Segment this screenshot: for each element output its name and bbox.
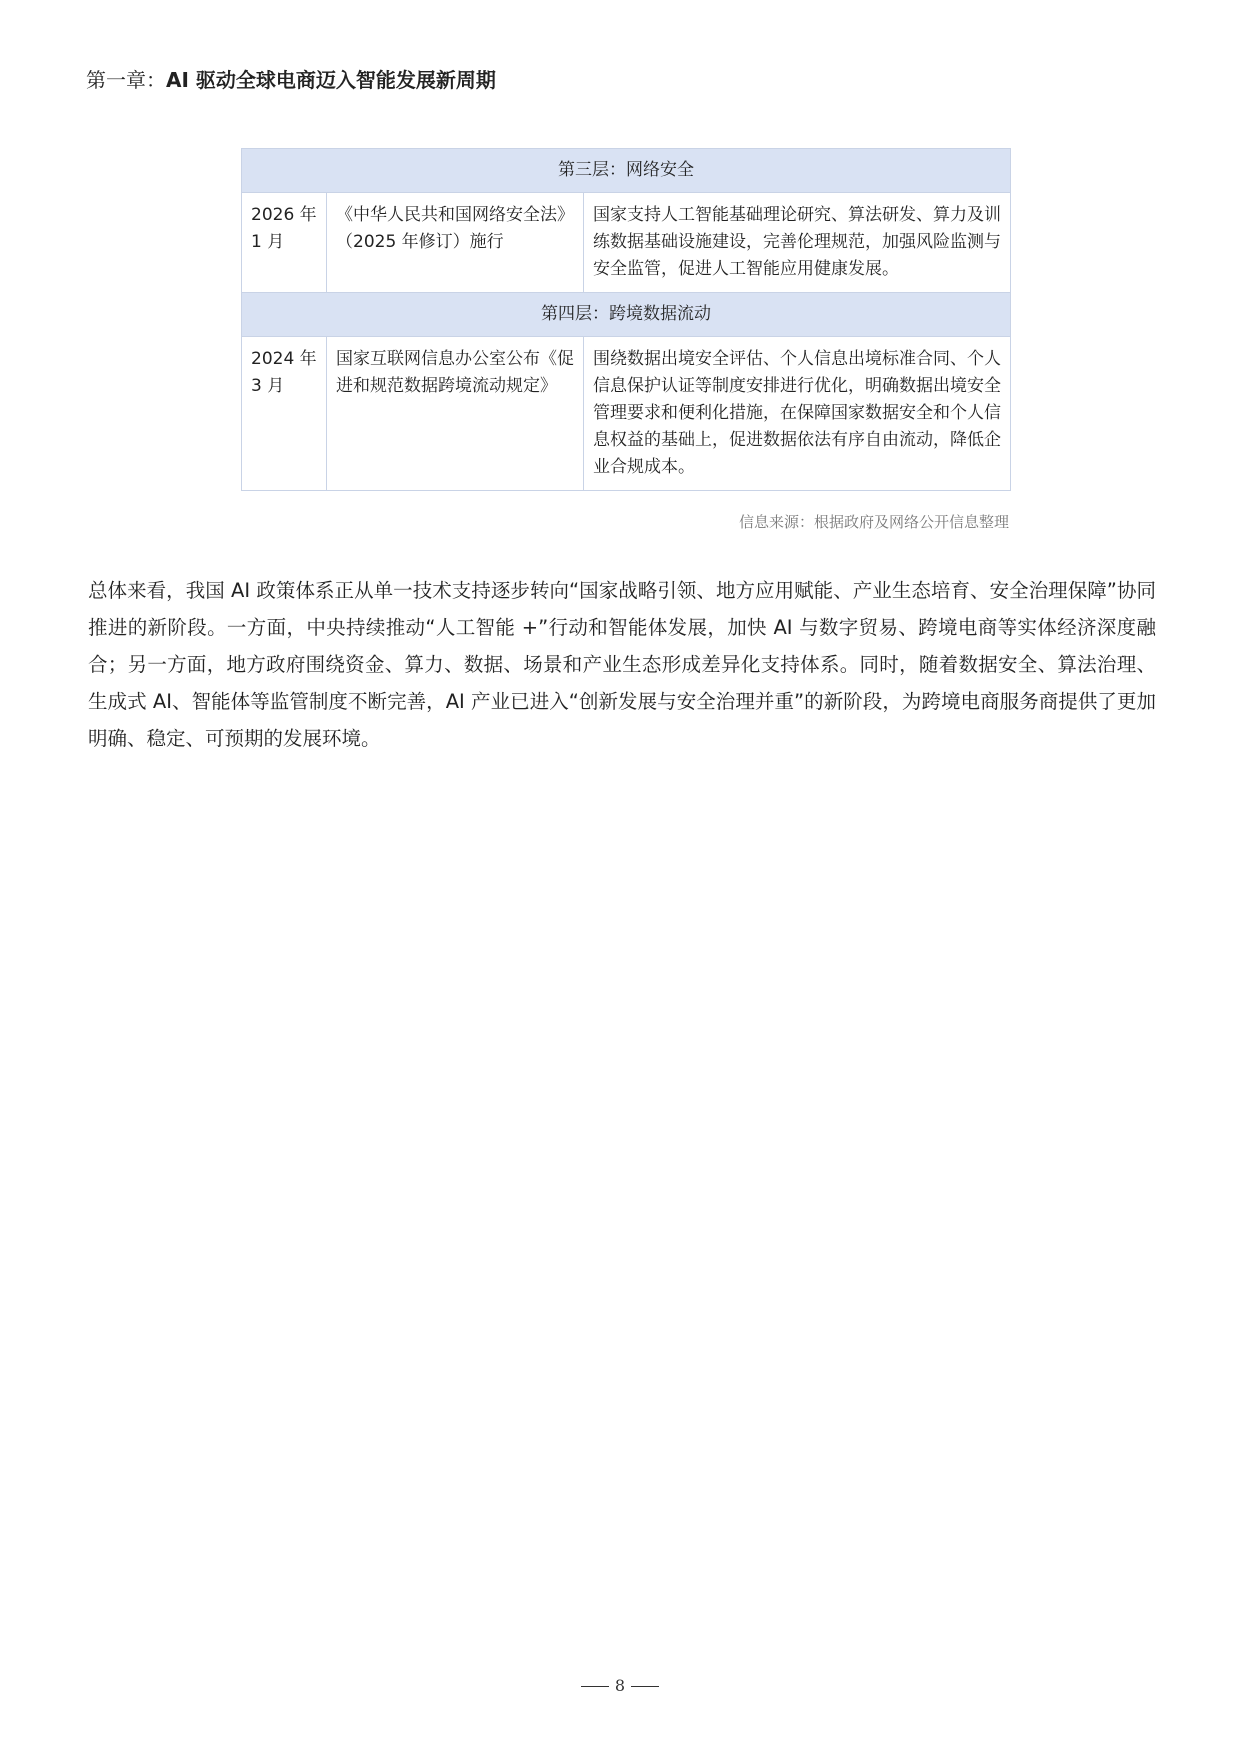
row-document: 《中华人民共和国网络安全法》（2025 年修订）施行: [327, 193, 584, 293]
table-row: [242, 337, 1011, 491]
chapter-label: 第一章：: [86, 68, 166, 92]
page-number: 8: [614, 1676, 626, 1695]
row-description: 国家支持人工智能基础理论研究、算法研发、算力及训练数据基础设施建设，完善伦理规范，加强风险监测与安全监管，促进人工智能应用健康发展。: [584, 193, 1011, 293]
summary-paragraph: 总体来看，我国 AI 政策体系正从单一技术支持逐步转向“国家战略引领、地方应用赋能、产业生态培育、安全治理保障”协同推进的新阶段。一方面，中央持续推动“人工智能 +”行动和智能体发展，加快 AI 与数字贸易、跨境电商等实体经济深度融合；另一方面，地方政府围绕资金、算力、数据、场景和产业生态形成差异化支持体系。同时，随着数据安全、算法治理、生成式 AI、智能体等监管制度不断完善，AI 产业已进入“创新发展与安全治理并重”的新阶段，为跨境电商服务商提供了更加明确、稳定、可预期的发展环境。: [88, 579, 1156, 750]
table-row: [242, 193, 1011, 293]
row-description: 围绕数据出境安全评估、个人信息出境标准合同、个人信息保护认证等制度安排进行优化，明确数据出境安全管理要求和便利化措施，在保障国家数据安全和个人信息权益的基础上，促进数据依法有序自由流动，降低企业合规成本。: [584, 337, 1011, 491]
chapter-header: [86, 64, 496, 93]
table-section-header: [242, 293, 1011, 337]
chapter-title: AI 驱动全球电商迈入智能发展新周期: [166, 68, 496, 92]
row-date: 2024 年 3 月: [242, 337, 327, 491]
row-date: 2026 年 1 月: [242, 193, 327, 293]
table-section-header: [242, 149, 1011, 193]
policy-table-container: [241, 148, 1011, 491]
footer-rule-left: [581, 1686, 609, 1687]
table-source-note: 信息来源：根据政府及网络公开信息整理: [738, 513, 1009, 531]
section-heading: 第四层：跨境数据流动: [242, 293, 1011, 337]
footer-rule-right: [631, 1686, 659, 1687]
policy-table: [241, 148, 1011, 491]
page-footer: [0, 1676, 1240, 1695]
row-document: 国家互联网信息办公室公布《促进和规范数据跨境流动规定》: [327, 337, 584, 491]
section-heading: 第三层：网络安全: [242, 149, 1011, 193]
